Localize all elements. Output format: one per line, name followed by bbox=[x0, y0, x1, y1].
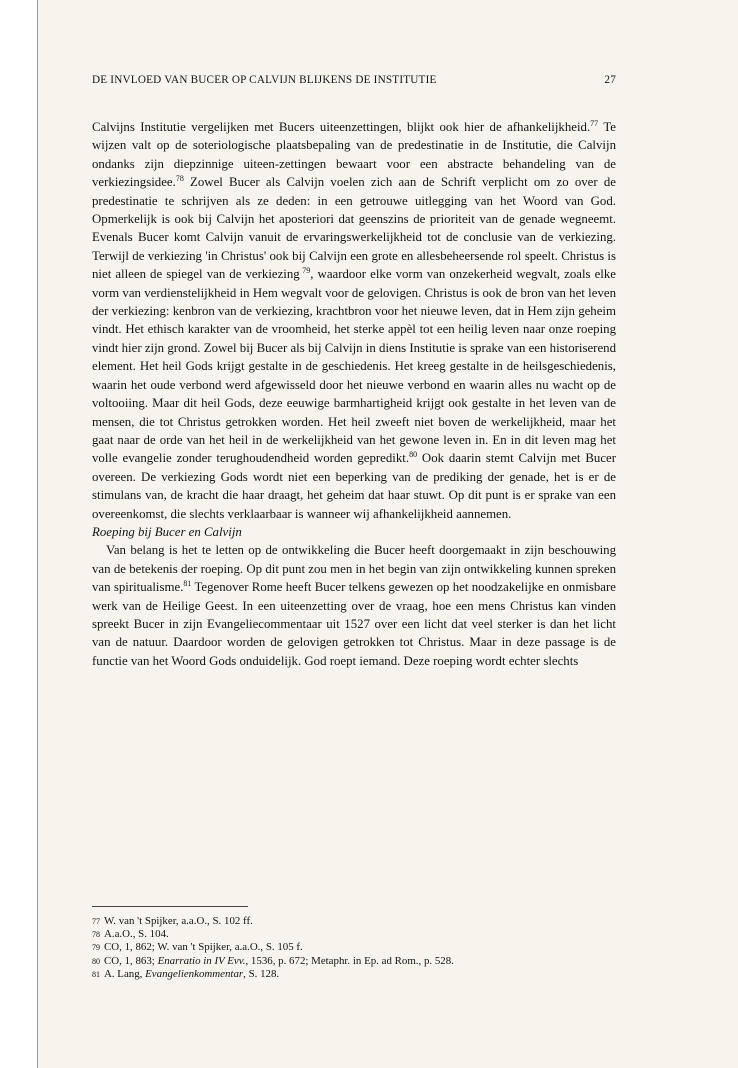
text-run: Ook daarin stemt Calvijn met Bucer overeen. De verkiezing Gods wordt niet een beperking van de prediking der genade, het is er de stimulans van, de kracht die haar draagt, het geheim dat haar stuwt. Op dit punt is er sprake van een overeenkomst, die slechts verklaarbaar is wanneer wij afhankelijkheid aannemen. bbox=[92, 451, 616, 521]
footnote-text bbox=[104, 968, 279, 981]
text-run: , 1536, p. 672; Metaphr. in Ep. ad Rom., p. 528. bbox=[245, 954, 454, 967]
footnote-number: 77 bbox=[92, 917, 100, 926]
footnote bbox=[92, 928, 616, 941]
footnote-rule bbox=[92, 906, 248, 907]
footnote-text bbox=[104, 955, 454, 968]
page-content bbox=[92, 74, 616, 670]
footnote-number: 79 bbox=[92, 943, 100, 953]
paragraph bbox=[92, 118, 616, 523]
footnote-number: 81 bbox=[92, 969, 100, 979]
italic-title: Evangelienkommentar bbox=[145, 967, 244, 980]
footnote-number: 80 bbox=[92, 956, 100, 966]
text-run: , S. 128. bbox=[243, 967, 280, 980]
text-run: CO, 1, 863; bbox=[104, 954, 158, 967]
section-heading: Roeping bij Bucer en Calvijn bbox=[92, 524, 242, 539]
body-text bbox=[92, 118, 616, 670]
footnote-ref: 79 bbox=[302, 266, 311, 276]
footnote-text: A.a.O., S. 104. bbox=[104, 928, 169, 941]
running-head bbox=[92, 74, 616, 96]
footnote-text: W. van 't Spijker, a.a.O., S. 102 ff. bbox=[104, 915, 253, 927]
page-number: 27 bbox=[604, 74, 616, 86]
footnote-number: 78 bbox=[92, 930, 100, 940]
footnote-text: CO, 1, 862; W. van 't Spijker, a.a.O., S. 105 f. bbox=[104, 941, 303, 954]
footnote-ref: 78 bbox=[175, 174, 184, 184]
text-run: Calvijns Institutie vergelijken met Bucers uiteenzettingen, blijkt ook hier de afhankelijkheid. bbox=[92, 120, 591, 134]
text-run: A. Lang, bbox=[104, 967, 146, 980]
text-run: Te wijzen valt op de soteriologische plaatsbepaling van de predestinatie in de Institutie, die Calvijn ondanks zijn diepzinnige uiteen-zettingen bewaart voor een abstracte behandeling van de verkiezingsidee. bbox=[92, 120, 616, 190]
text-run: , waardoor elke vorm van onzekerheid wegvalt, zoals elke vorm van verdienstelijkheid in Hem wegvalt voor de gelovigen. Christus is ook de bron van het leven der verkiezing: kenbron van de verkiezing, krachtbron voor het nieuwe leven, dat in Hem zijn geheim vindt. Het ethisch karakter van de vroomheid, het sterke appèl tot een heilig leven naar onze roeping vindt hier zijn grond. Zowel bij Bucer als bij Calvijn in diens Institutie is sprake van een historiserend element. Het heil Gods krijgt gestalte in de geschiedenis. Het kreeg gestalte in de heilsgeschiedenis, waarin het oude verbond werd afgewisseld door het nieuwe verbond en waarin alles nu wacht op de voltooiing. Maar dit heil Gods, deze eeuwige barmhartigheid krijgt ook gestalte in het leven van de mensen, die tot Christus getrokken worden. Het heil zweeft niet boven de werkelijkheid, maar het gaat naar de orde van het heil in de werkelijkheid van het gewone leven in. En in dit leven mag het volle evangelie zonder terughoudendheid worden gepredikt. bbox=[92, 267, 616, 466]
footnote bbox=[92, 915, 616, 928]
paragraph bbox=[92, 541, 616, 670]
footnote bbox=[92, 941, 616, 954]
text-run: Van belang is het te letten op de ontwikkeling die Bucer heeft doorgemaakt in zijn beschouwing van de betekenis der roeping. Op dit punt zou men in het begin van zijn ontwikkeling kunnen spreken van spiritualisme. bbox=[92, 543, 616, 595]
footnote-ref: 81 bbox=[183, 579, 192, 589]
italic-title: Enarratio in IV Evv. bbox=[157, 954, 246, 967]
footnote bbox=[92, 955, 616, 968]
footnote bbox=[92, 968, 616, 981]
text-run: Tegenover Rome heeft Bucer telkens gewezen op het noodzakelijke en onmisbare werk van de Heilige Geest. In een uiteenzetting over de vraag, hoe een mens Christus kan vinden spreekt Bucer in zijn Evangeliecommentaar uit 1527 over een licht dat veel sterker is dan het licht van de natuur. Daardoor worden de gelovigen getrokken tot Christus. Maar in deze passage is de functie van het Woord Gods onduidelijk. God roept iemand. Deze roeping wordt echter slechts bbox=[92, 580, 616, 668]
text-run: Zowel Bucer als Calvijn voelen zich aan de Schrift verplicht om zo over de predestinatie te schrijven als ze deden: in een getrouwe uitlegging van het Woord van God. Opmerkelijk is ook bij Calvijn het aposteriori dat geenszins de prioriteit van de genade wegneemt. Evenals Bucer komt Calvijn vanuit de ervaringswerkelijkheid tot de conclusie van de verkiezing. Terwijl de verkiezing 'in Christus' ook bij Calvijn een grote en allesbeheersende rol speelt. Christus is niet alleen de spiegel van de verkiezing bbox=[92, 175, 616, 282]
book-page bbox=[37, 0, 738, 1068]
footnote-ref: 77 bbox=[590, 119, 599, 128]
running-head-title: DE INVLOED VAN BUCER OP CALVIJN BLIJKENS DE INSTITUTIE bbox=[92, 74, 437, 86]
footnotes bbox=[92, 906, 616, 981]
footnote-ref: 80 bbox=[409, 450, 418, 460]
